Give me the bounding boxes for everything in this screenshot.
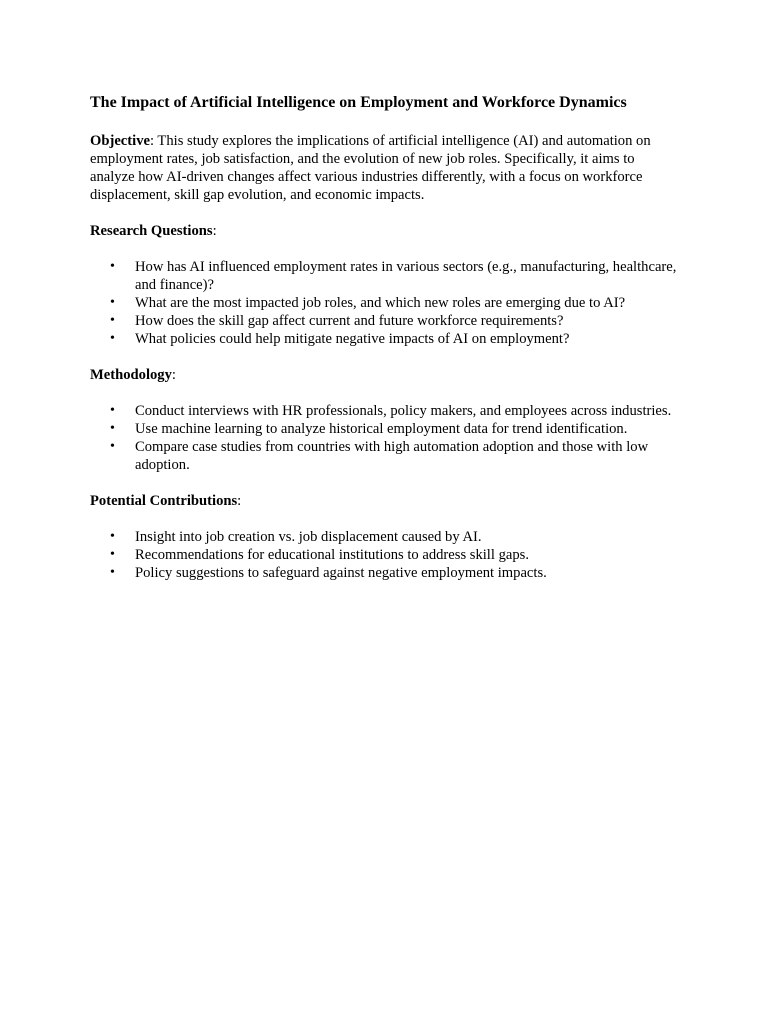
- section-heading-label: Potential Contributions: [90, 493, 238, 509]
- section-heading-label: Research Questions: [90, 223, 213, 239]
- objective-paragraph: [90, 132, 680, 204]
- list-item: • Conduct interviews with HR professionals, policy makers, and employees across industries.: [110, 403, 672, 419]
- list-item: • How has AI influenced employment rates in various sectors (e.g., manufacturing, healthcare, and finance)?: [110, 259, 677, 293]
- bullet-icon: •: [110, 259, 115, 274]
- list-item: • How does the skill gap affect current and future workforce requirements?: [110, 313, 564, 329]
- research-questions-list: [90, 258, 680, 348]
- section-heading-research-questions: Research Questions:: [90, 223, 217, 239]
- bullet-icon: •: [110, 313, 115, 328]
- bullet-icon: •: [110, 295, 115, 310]
- list-item: • Compare case studies from countries with high automation adoption and those with low adoption.: [110, 439, 649, 473]
- bullet-icon: •: [110, 547, 115, 562]
- section-heading-methodology: Methodology:: [90, 367, 176, 383]
- list-item: • Use machine learning to analyze historical employment data for trend identification.: [110, 421, 628, 437]
- list-item: • What are the most impacted job roles, and which new roles are emerging due to AI?: [110, 295, 626, 311]
- potential-contributions-list: [90, 528, 680, 582]
- methodology-list: [90, 402, 680, 474]
- list-item: • Insight into job creation vs. job displacement caused by AI.: [110, 529, 482, 545]
- bullet-icon: •: [110, 565, 115, 580]
- section-heading-potential-contributions: Potential Contributions:: [90, 493, 242, 509]
- document-title: The Impact of Artificial Intelligence on Employment and Workforce Dynamics: [90, 94, 627, 111]
- bullet-icon: •: [110, 439, 115, 454]
- list-item: • Policy suggestions to safeguard against negative employment impacts.: [110, 565, 547, 581]
- list-item: • What policies could help mitigate negative impacts of AI on employment?: [110, 331, 570, 347]
- objective-text: : This study explores the implications of artificial intelligence (AI) and automation on employment rates, job satisfaction, and the evolution of new job roles. Specifically, it aims to analyze how AI-driven changes affect various industries differently, with a focus on workforce displacement, skill gap evolution, and economic impacts.: [90, 133, 651, 203]
- bullet-icon: •: [110, 403, 115, 418]
- bullet-icon: •: [110, 529, 115, 544]
- bullet-icon: •: [110, 331, 115, 346]
- objective-label: Objective: [90, 133, 150, 149]
- list-item: • Recommendations for educational institutions to address skill gaps.: [110, 547, 529, 563]
- section-heading-label: Methodology: [90, 367, 172, 383]
- bullet-icon: •: [110, 421, 115, 436]
- document-page: [90, 92, 680, 600]
